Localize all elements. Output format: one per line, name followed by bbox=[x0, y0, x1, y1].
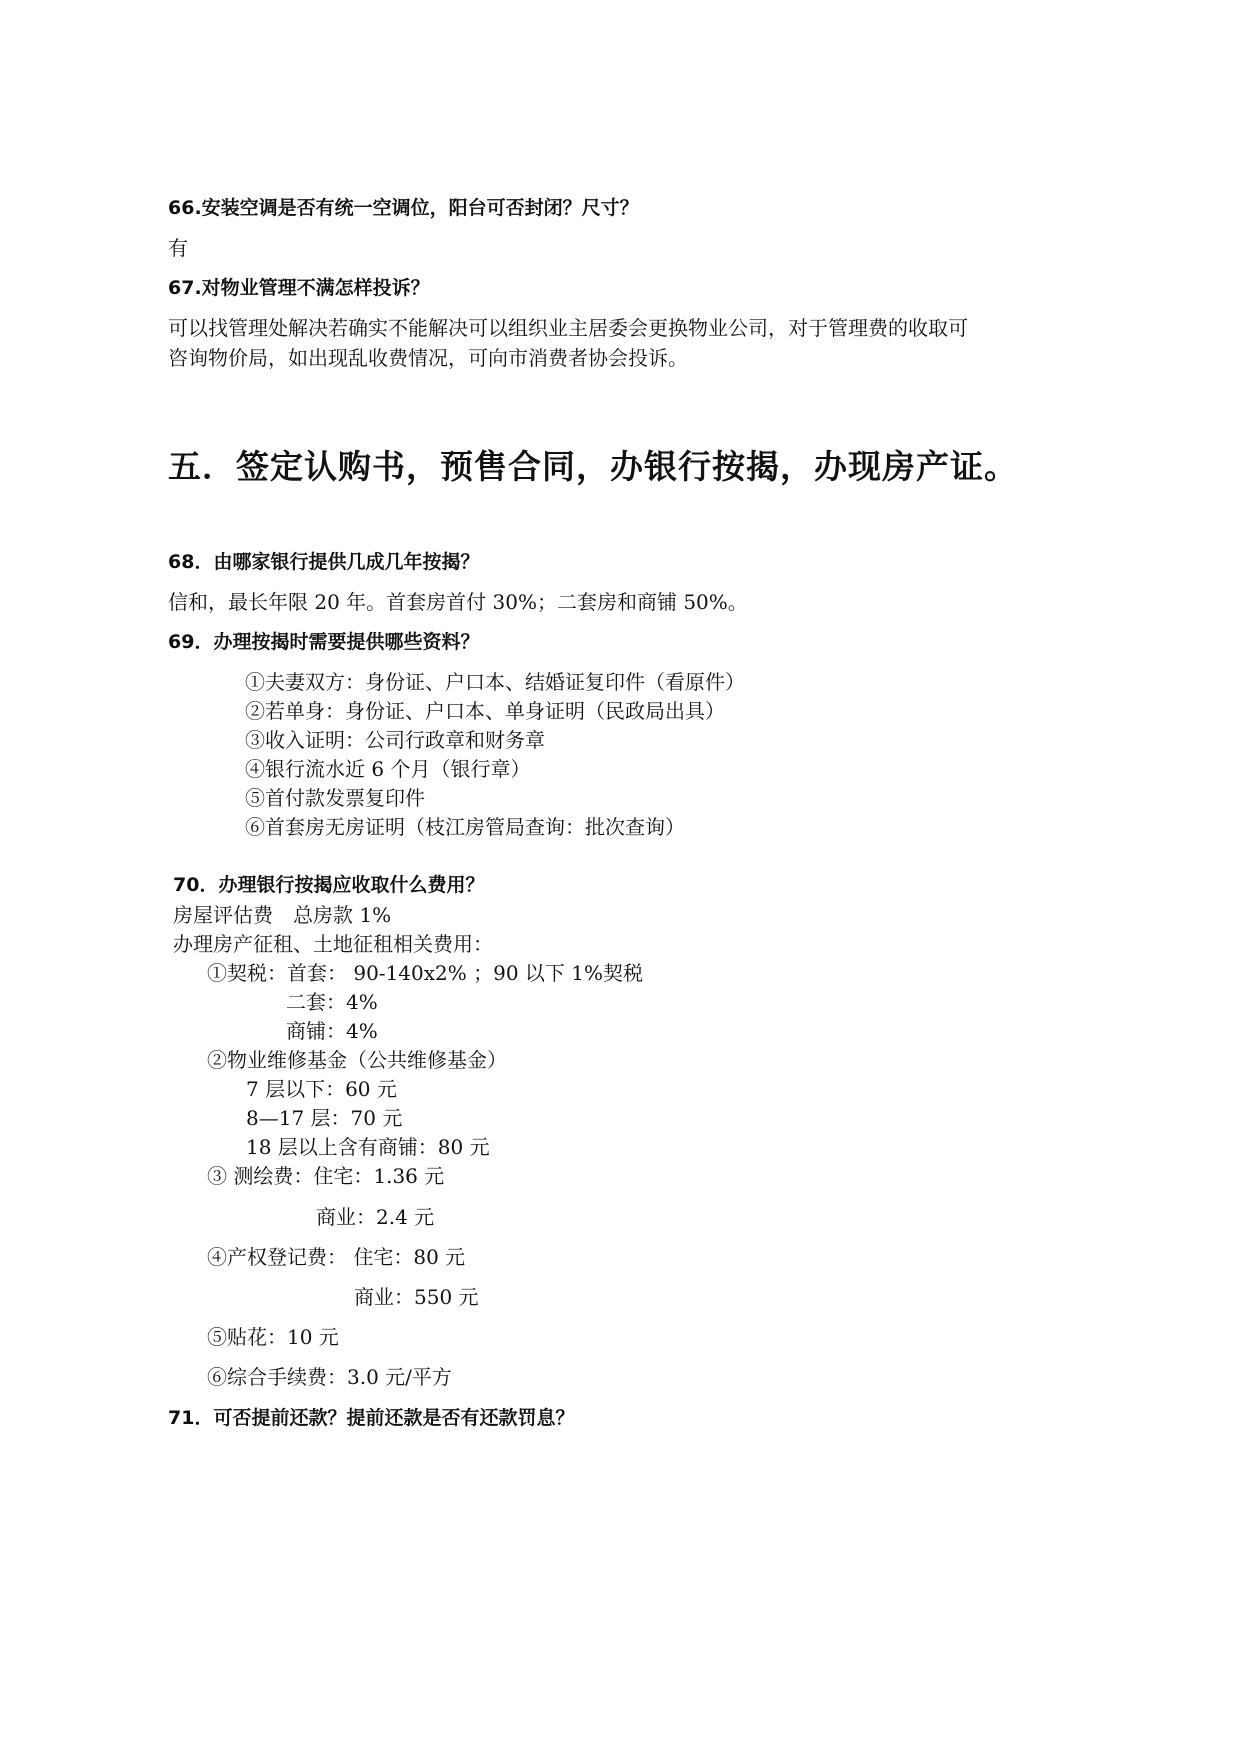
question-70: 70．办理银行按揭应收取什么费用？ bbox=[173, 874, 485, 896]
survey-fee-commercial: 商业：2.4 元 bbox=[316, 1205, 435, 1229]
list-item: ②若单身：身份证、户口本、单身证明（民政局出具） bbox=[245, 699, 725, 723]
question-71: 71．可否提前还款？提前还款是否有还款罚息？ bbox=[168, 1407, 575, 1429]
deed-tax-shop: 商铺：4% bbox=[286, 1019, 378, 1043]
question-69: 69．办理按揭时需要提供哪些资料？ bbox=[168, 631, 480, 653]
question-66: 66.安装空调是否有统一空调位，阳台可否封闭？尺寸？ bbox=[168, 197, 639, 219]
list-item: ⑥首套房无房证明（枝江房管局查询：批次查询） bbox=[245, 815, 685, 839]
maintenance-fund-item: 18 层以上含有商铺：80 元 bbox=[246, 1135, 490, 1159]
survey-fee-residential: ③ 测绘费：住宅：1.36 元 bbox=[207, 1164, 445, 1188]
list-item: ⑤首付款发票复印件 bbox=[245, 786, 425, 810]
registration-fee-commercial: 商业：550 元 bbox=[354, 1285, 479, 1309]
answer-66: 有 bbox=[168, 236, 188, 260]
maintenance-fund-item: 8—17 层：70 元 bbox=[246, 1106, 403, 1130]
handling-fee: ⑥综合手续费：3.0 元/平方 bbox=[207, 1365, 452, 1389]
stamp-fee: ⑤贴花：10 元 bbox=[207, 1325, 339, 1349]
list-item: ④银行流水近 6 个月（银行章） bbox=[245, 757, 531, 781]
section-heading-5: 五．签定认购书，预售合同，办银行按揭，办现房产证。 bbox=[168, 447, 1018, 486]
list-item: ①夫妻双方：身份证、户口本、结婚证复印件（看原件） bbox=[245, 670, 745, 694]
answer-68: 信和，最长年限 20 年。首套房首付 30%；二套房和商铺 50%。 bbox=[168, 590, 748, 614]
answer-67-line-2: 咨询物价局，如出现乱收费情况，可向市消费者协会投诉。 bbox=[168, 346, 688, 370]
maintenance-fund-item: 7 层以下：60 元 bbox=[246, 1077, 397, 1101]
question-67: 67.对物业管理不满怎样投诉？ bbox=[168, 277, 430, 299]
appraisal-fee: 房屋评估费 总房款 1% bbox=[173, 903, 392, 927]
list-item: ③收入证明：公司行政章和财务章 bbox=[245, 728, 545, 752]
question-68: 68．由哪家银行提供几成几年按揭？ bbox=[168, 551, 480, 573]
registration-fee-residential: ④产权登记费： 住宅：80 元 bbox=[207, 1245, 466, 1269]
fees-intro: 办理房产征租、土地征租相关费用： bbox=[173, 932, 493, 956]
deed-tax-first: ①契税：首套： 90-140x2% ；90 以下 1%契税 bbox=[207, 961, 643, 985]
answer-67-line-1: 可以找管理处解决若确实不能解决可以组织业主居委会更换物业公司，对于管理费的收取可 bbox=[168, 316, 968, 340]
maintenance-fund-title: ②物业维修基金（公共维修基金） bbox=[207, 1048, 507, 1072]
deed-tax-second: 二套：4% bbox=[286, 990, 378, 1014]
